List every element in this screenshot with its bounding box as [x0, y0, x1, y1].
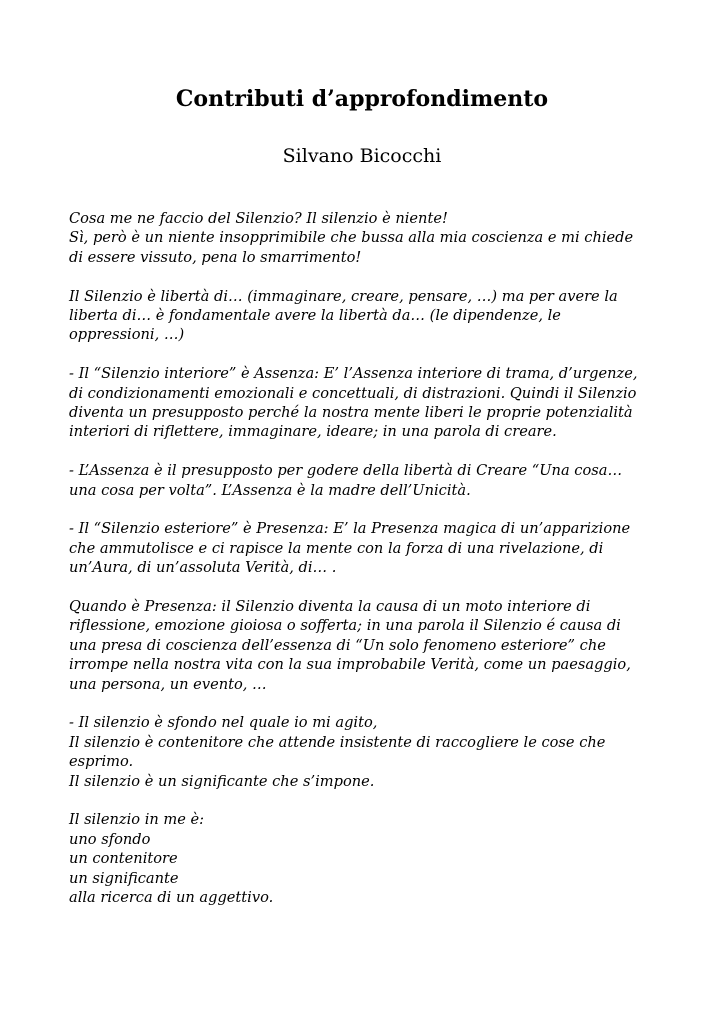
body-paragraph — [69, 519, 679, 577]
text-line: Il silenzio in me è: — [69, 811, 205, 829]
text-line: - Il “Silenzio esteriore” è Presenza: E’ la Presenza magica di un’apparizione — [69, 520, 631, 538]
text-line: Il silenzio è contenitore che attende insistente di raccogliere le cose che — [69, 733, 606, 751]
text-line: di condizionamenti emozionali e concettuali, di distrazioni. Quindi il Silenzio — [69, 384, 637, 402]
text-line: uno sfondo — [69, 830, 151, 848]
text-line: - Il “Silenzio interiore” è Assenza: E’ l’Assenza interiore di trama, d’urgenze, — [69, 365, 638, 383]
text-line: di essere vissuto, pena lo smarrimento! — [69, 248, 362, 266]
body-paragraph — [69, 461, 679, 500]
body-paragraph — [69, 209, 679, 267]
text-line: un’Aura, di un’assoluta Verità, di… . — [69, 559, 337, 577]
author-name: Silvano Bicocchi — [282, 145, 442, 167]
text-line: irrompe nella nostra vita con la sua improbabile Verità, come un paesaggio, — [69, 656, 631, 674]
text-line: alla ricerca di un aggettivo. — [69, 889, 274, 907]
body-paragraph — [69, 810, 679, 907]
body-paragraph — [69, 597, 679, 694]
document-body — [69, 209, 679, 927]
text-line: un significante — [69, 869, 179, 887]
text-line: una persona, un evento, … — [69, 675, 267, 693]
text-line: una cosa per volta”. L’Assenza è la madre dell’Unicità. — [69, 481, 471, 499]
text-line: - Il silenzio è sfondo nel quale io mi agito, — [69, 714, 378, 732]
text-line: Il Silenzio è libertà di… (immaginare, creare, pensare, …) ma per avere la — [69, 287, 618, 305]
text-line: riflessione, emozione gioiosa o sofferta; in una parola il Silenzio é causa di — [69, 617, 621, 635]
text-line: che ammutolisce e ci rapisce la mente con la forza di una rivelazione, di — [69, 539, 604, 557]
body-paragraph — [69, 713, 679, 791]
text-line: un contenitore — [69, 850, 178, 868]
text-line: Sì, però è un niente insopprimibile che bussa alla mia coscienza e mi chiede — [69, 229, 634, 247]
text-line: oppressioni, …) — [69, 326, 185, 344]
text-line: esprimo. — [69, 753, 134, 771]
text-line: una presa di coscienza dell’essenza di “Un solo fenomeno esteriore” che — [69, 636, 606, 654]
text-line: - L’Assenza è il presupposto per godere della libertà di Creare “Una cosa… — [69, 462, 623, 480]
text-line: liberta di… è fondamentale avere la libertà da… (le dipendenze, le — [69, 307, 561, 325]
text-line: Il silenzio è un significante che s’impone. — [69, 772, 375, 790]
text-line: diventa un presupposto perché la nostra mente liberi le proprie potenzialità — [69, 404, 633, 422]
text-line: Cosa me ne faccio del Silenzio? Il silenzio è niente! — [69, 210, 448, 227]
document-title: Contributi d’approfondimento — [175, 86, 549, 112]
body-paragraph — [69, 364, 679, 442]
body-paragraph — [69, 287, 679, 345]
text-line: interiori di riflettere, immaginare, ideare; in una parola di creare. — [69, 423, 557, 441]
text-line: Quando è Presenza: il Silenzio diventa la causa di un moto interiore di — [69, 598, 591, 616]
